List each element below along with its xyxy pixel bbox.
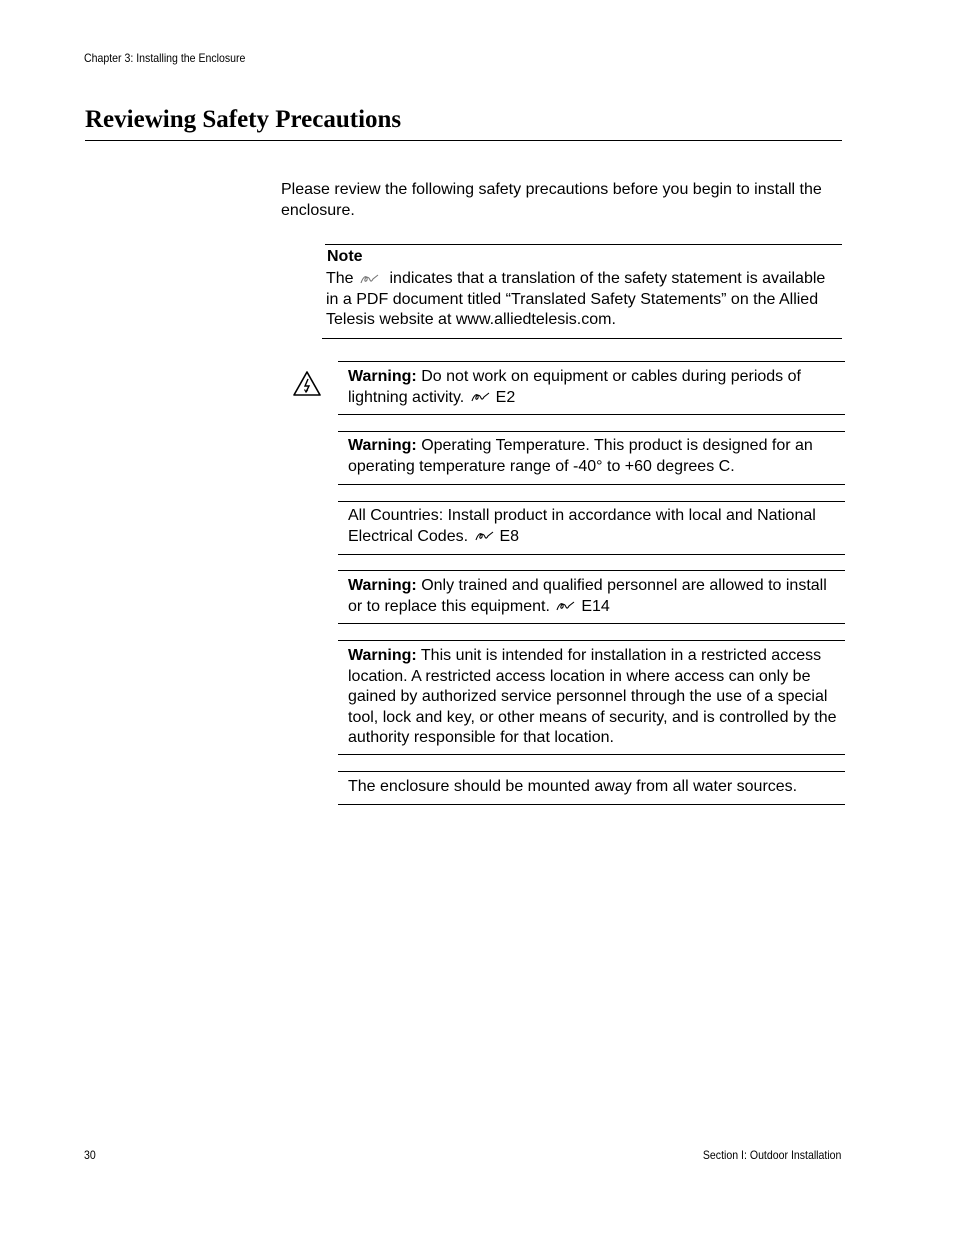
warning-3-code: E8 (499, 527, 520, 545)
note-text-after: indicates that a translation of the safety statement is available in a PDF document titled “Translated Safety Statements” on the Allied Telesis website at www.alliedtelesis.com. (326, 270, 826, 328)
translation-glyph-icon (360, 273, 382, 285)
warning-2 (348, 436, 843, 477)
warning-3 (348, 506, 843, 547)
warning-4-code: E14 (581, 597, 610, 615)
warning-5 (348, 646, 843, 749)
footer-section: Section I: Outdoor Installation (702, 1148, 841, 1162)
page-number: 30 (84, 1148, 96, 1162)
warning-4 (348, 576, 843, 617)
warning-4-bottom-rule (338, 623, 845, 624)
warning-5-label: Warning: (348, 647, 417, 664)
warning-3-bottom-rule (338, 554, 845, 555)
title-rule (85, 140, 842, 141)
intro-paragraph: Please review the following safety precautions before you begin to install the enclosure. (281, 181, 822, 219)
warning-6-bottom-rule (338, 804, 845, 805)
page-title: Reviewing Safety Precautions (85, 106, 402, 133)
note-label: Note (327, 248, 363, 265)
warning-1-top-rule (338, 361, 845, 362)
translation-glyph-icon (471, 391, 493, 403)
warning-6-text: The enclosure should be mounted away from all water sources. (348, 778, 798, 795)
warning-5-bottom-rule (338, 754, 845, 755)
warning-2-text: Operating Temperature. This product is designed for an operating temperature range of -40° to +60 degrees C. (348, 437, 813, 475)
warning-1-bottom-rule (338, 414, 845, 415)
translation-glyph-icon (556, 600, 578, 612)
warning-5-text: This unit is intended for installation in a restricted access location. A restricted access location in where access can only be gained by authorized service personnel through the use of a special tool, lock and key, or other means of security, and is controlled by the authority responsible for that location. (348, 647, 837, 746)
translation-glyph-icon (475, 530, 497, 542)
note-bottom-rule (322, 338, 842, 339)
warning-3-top-rule (338, 501, 845, 502)
warning-5-top-rule (338, 640, 845, 641)
warning-2-bottom-rule (338, 484, 845, 485)
warning-2-label: Warning: (348, 437, 417, 454)
note-text (326, 269, 838, 331)
warning-4-label: Warning: (348, 577, 417, 594)
chapter-header: Chapter 3: Installing the Enclosure (84, 51, 246, 65)
note-top-rule (325, 244, 842, 245)
warning-3-text: All Countries: Install product in accordance with local and National Electrical Codes. (348, 507, 816, 545)
warning-1-text: Do not work on equipment or cables during periods of lightning activity. (348, 368, 801, 406)
warning-4-text: Only trained and qualified personnel are allowed to install or to replace this equipment. (348, 577, 827, 615)
warning-4-top-rule (338, 570, 845, 571)
note-text-before: The (326, 270, 354, 287)
warning-1-code: E2 (495, 388, 516, 406)
warning-6-top-rule (338, 771, 845, 772)
warning-1 (348, 367, 843, 408)
warning-2-top-rule (338, 431, 845, 432)
lightning-warning-icon (293, 370, 323, 398)
warning-1-label: Warning: (348, 368, 417, 385)
warning-6 (348, 777, 843, 798)
